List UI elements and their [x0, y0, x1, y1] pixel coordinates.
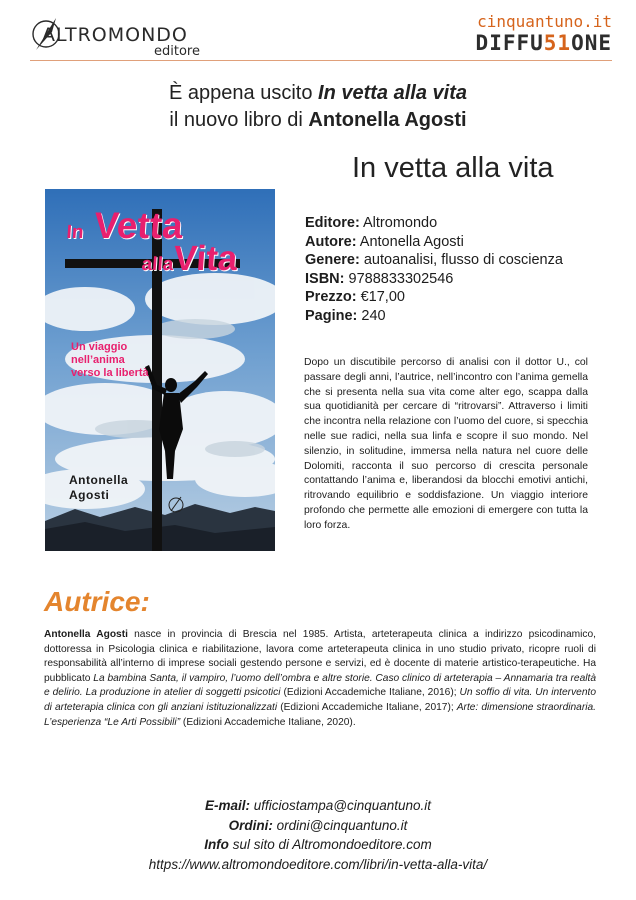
- author-name: Antonella Agosti: [44, 629, 128, 640]
- contact-label: Ordini:: [228, 817, 273, 833]
- detail-label: Prezzo:: [305, 289, 357, 305]
- author-heading: Autrice:: [44, 586, 150, 617]
- book-title: In vetta alla vita: [352, 152, 554, 184]
- author-bio: [44, 628, 596, 730]
- publisher-logo: [30, 12, 220, 59]
- publisher-logo-text: ALTROMONDO: [42, 24, 188, 46]
- detail-row-autore: [305, 233, 563, 252]
- bio-text: (Edizioni Accademiche Italiane, 2017);: [277, 701, 457, 713]
- announcement-author: Antonella Agosti: [308, 109, 467, 131]
- bio-text: (Edizioni Accademiche Italiane, 2020).: [180, 716, 356, 728]
- cover-subtitle-line: nell’anima: [71, 354, 125, 366]
- detail-label: Pagine:: [305, 307, 358, 324]
- announcement-line-2: [0, 107, 636, 134]
- announcement-book-title: In vetta alla vita: [318, 82, 467, 104]
- detail-row-isbn: [305, 270, 563, 289]
- detail-label: Genere:: [305, 252, 360, 268]
- contact-label: Info: [204, 837, 229, 852]
- cover-title-word-1: In: [65, 222, 85, 243]
- header-divider: [30, 60, 612, 61]
- cover-subtitle-line: Un viaggio: [71, 341, 128, 353]
- bio-text: (Edizioni Accademiche Italiane, 2016);: [280, 687, 460, 699]
- detail-value: 9788833302546: [348, 270, 454, 287]
- bio-book-titles: Arte: dimensione straordinaria. L’esperienza “Le Arti Possibili”: [44, 701, 596, 728]
- contact-info: [0, 835, 636, 855]
- book-url-link[interactable]: https://www.altromondoeditore.com/libri/in-vetta-alla-vita/: [148, 856, 488, 872]
- book-details: [305, 214, 563, 325]
- cover-author-first: Antonella: [69, 473, 129, 487]
- book-description: Dopo un discutibile percorso di analisi con il dottor U., col passare degli anni, l’autrice, nell’incontro con l’anima gemella che si presenta nella sua vita come alter ego, scappa dalla sua quotidianità per cercare di “ritrovarsi”. Attraverso i limiti che incontra nella relazione con l’uomo del cuore, si specchia nelle sue radici, nella sua linfa e scopre il suo mondo. Nel silenzio, in solitudine, immersa nella natura nel cuore delle Dolomiti, racconta il suo percorso di crescita personale contattando l’anima e, liberandosi da blocchi emotivi antichi, ritrovando equilibrio e soddisfazione. Un viaggio interiore profondo che permette alle emozioni di emergere con tutta la loro forza.: [304, 357, 588, 531]
- detail-row-pagine: [305, 307, 563, 326]
- info-text: sul sito di Altromondoeditore.com: [232, 837, 432, 852]
- bio-book-titles: Un soffio di vita. Un intervento di arteterapia clinica con gli anziani istituzionalizzati: [44, 687, 596, 713]
- cover-author-last: Agosti: [69, 488, 110, 502]
- contacts: [0, 796, 636, 874]
- announcement-prefix: È appena uscito: [169, 82, 313, 104]
- detail-row-editore: [305, 214, 563, 233]
- email-link[interactable]: ufficiostampa@cinquantuno.it: [253, 798, 432, 813]
- detail-value: autoanalisi, flusso di coscienza: [363, 252, 563, 268]
- detail-label: ISBN:: [305, 270, 345, 287]
- cover-title-word-4: Vita: [172, 239, 239, 278]
- contact-orders: [0, 816, 636, 836]
- bio-text: nasce in provincia di Brescia nel 1985. Artista, arteterapeuta clinica a indirizzo psicodinamico, dottoressa in Psicologia clinica e riabilitazione, lavora come arteterapeuta clinica in uno studio privato, ricopre ruoli di responsabilità all’interno di imprese sociali gestendo persone e servizi, ed è docente di materie artistico-terapeutiche. Ha pubblicato: [44, 629, 596, 684]
- bio-book-titles: La bambina Santa, il vampiro, l’uomo dell’ombra e altre storie. Caso clinico di arteterapia – Annamaria tra realtà e delirio. La produzione in atelier di soggetti psicotici: [44, 672, 596, 699]
- cover-title-word-2: Vetta: [92, 205, 185, 246]
- wordmark-a: DIFFU: [475, 31, 544, 55]
- cover-author: [69, 473, 128, 503]
- wordmark-b: ONE: [571, 31, 612, 55]
- publisher-logo-sub: editore: [154, 44, 200, 59]
- cover-title-line-2: [141, 239, 239, 279]
- distributor-wordmark: [452, 31, 612, 55]
- contact-label: E-mail:: [204, 798, 250, 813]
- detail-value: Altromondo: [363, 215, 438, 231]
- announcement-line-1: [0, 80, 636, 107]
- detail-label: Editore:: [305, 215, 360, 231]
- detail-value: €17,00: [360, 289, 405, 305]
- orders-email-link[interactable]: ordini@cinquantuno.it: [276, 817, 408, 833]
- contact-email: [0, 796, 636, 816]
- detail-value: 240: [361, 307, 386, 324]
- wordmark-num: 51: [543, 31, 572, 55]
- book-cover: [45, 189, 275, 551]
- detail-row-genere: [305, 251, 563, 270]
- distributor-logo: [452, 12, 612, 56]
- cover-subtitle-line: verso la libertà: [71, 367, 149, 379]
- detail-value: Antonella Agosti: [359, 233, 464, 250]
- cover-title-word-3: alla: [140, 254, 175, 275]
- detail-label: Autore:: [305, 233, 357, 250]
- announcement-prefix-2: il nuovo libro di: [169, 109, 303, 131]
- detail-row-prezzo: [305, 288, 563, 307]
- distributor-site: cinquantuno.it: [477, 12, 612, 31]
- cover-subtitle: [71, 341, 149, 380]
